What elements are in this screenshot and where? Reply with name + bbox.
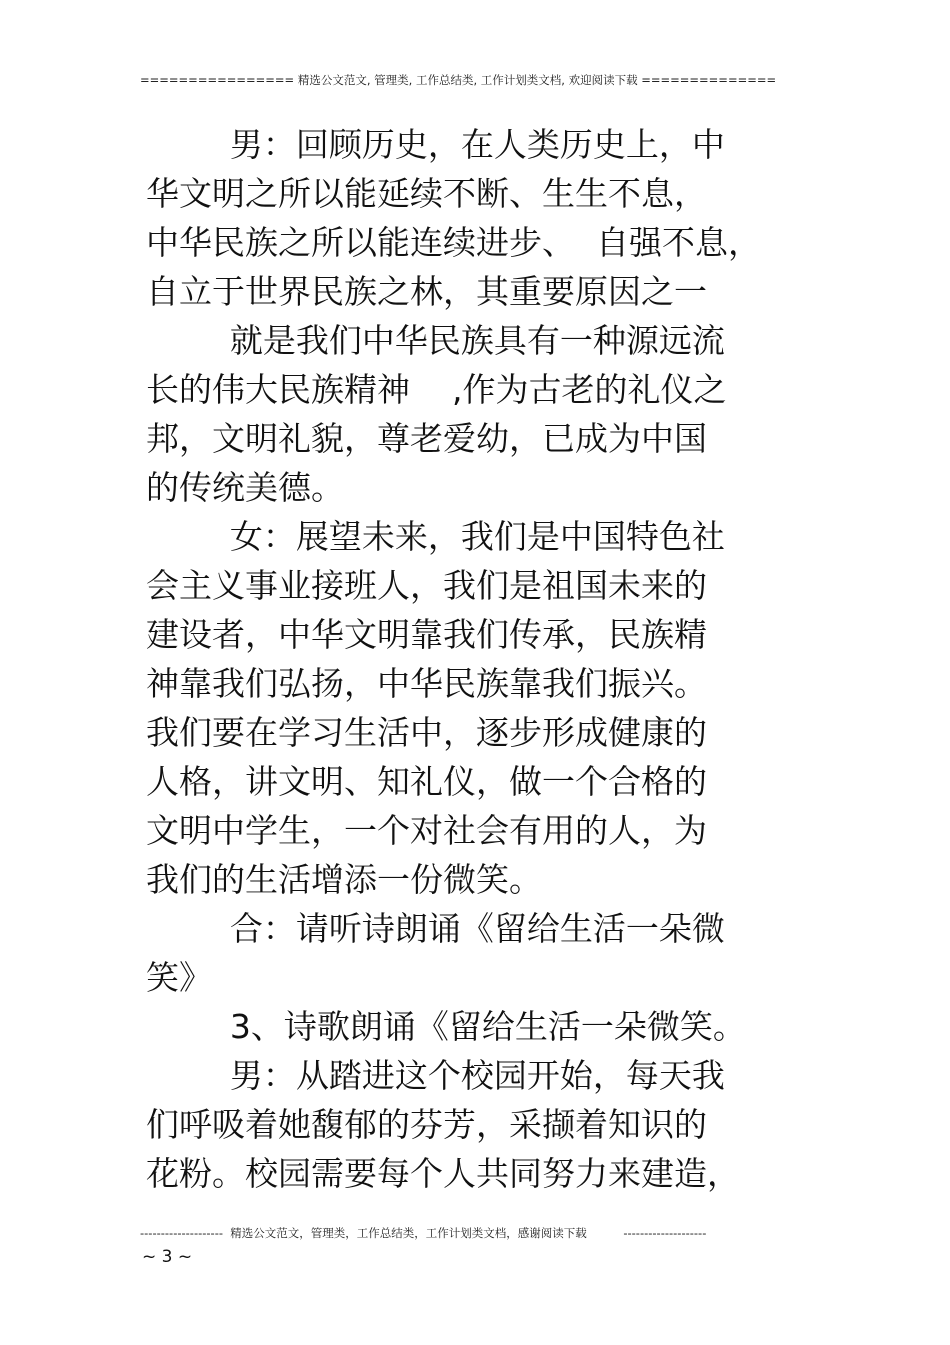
- text-line: 合：请听诗朗诵《留给生活一朵微: [146, 909, 725, 948]
- text-line: 神靠我们弘扬，中华民族靠我们振兴。: [146, 664, 707, 703]
- page-number: ~ 3 ~: [142, 1247, 193, 1267]
- text-line: 女：展望未来，我们是中国特色社: [146, 517, 725, 556]
- text-line: 自立于世界民族之林，其重要原因之一: [146, 272, 707, 311]
- text-line: 男：从踏进这个校园开始，每天我: [146, 1056, 725, 1095]
- text-line: 就是我们中华民族具有一种源远流: [146, 321, 725, 360]
- text-line: 邦，文明礼貌，尊老爱幼，已成为中国: [146, 419, 707, 458]
- text-line: 们呼吸着她馥郁的芬芳，采撷着知识的: [146, 1105, 707, 1144]
- text-line: 会主义事业接班人，我们是祖国未来的: [146, 566, 707, 605]
- text-line: 人格，讲文明、知礼仪，做一个合格的: [146, 762, 707, 801]
- text-line: 花粉。校园需要每个人共同努力来建造，: [146, 1154, 740, 1193]
- page-footer: -------------------- 精选公文范文，管理类，工作总结类，工作计划类文档，感谢阅读下载 --------------------: [140, 1226, 707, 1240]
- text-line: 长的伟大民族精神 ,作为古老的礼仪之: [146, 370, 727, 409]
- text-line: 建设者，中华文明靠我们传承，民族精: [146, 615, 707, 654]
- page-header: ================ 精选公文范文, 管理类, 工作总结类, 工作计划类文档, 欢迎阅读下载 ==============: [140, 73, 777, 87]
- document-body: [146, 120, 836, 1198]
- text-line: 笑》: [146, 958, 212, 997]
- text-line: 中华民族之所以能连续进步、 自强不息，: [146, 223, 761, 262]
- text-line: 3、诗歌朗诵《留给生活一朵微笑。: [146, 1007, 746, 1046]
- text-line: 华文明之所以能延续不断、生生不息，: [146, 174, 707, 213]
- text-line: 文明中学生，一个对社会有用的人，为: [146, 811, 707, 850]
- text-line: 我们要在学习生活中，逐步形成健康的: [146, 713, 707, 752]
- text-line: 男：回顾历史，在人类历史上，中: [146, 125, 725, 164]
- text-line: 我们的生活增添一份微笑。: [146, 860, 542, 899]
- text-line: 的传统美德。: [146, 468, 344, 507]
